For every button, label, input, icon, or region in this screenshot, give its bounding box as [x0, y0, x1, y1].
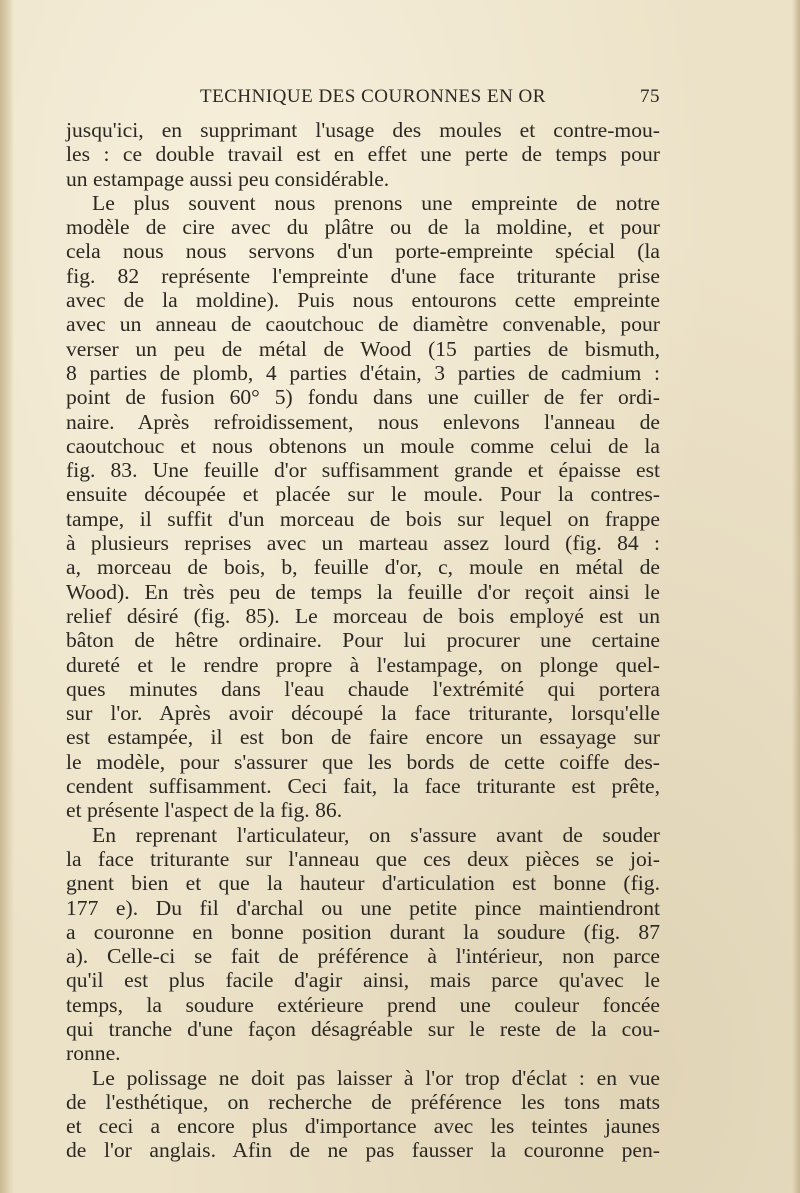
- text-line: fig. 83. Une feuille d'or suffisamment grande et épaisse est: [66, 458, 660, 483]
- text-line: ronne.: [66, 1041, 121, 1066]
- text-line: Wood). En très peu de temps la feuille d'or reçoit ainsi le: [66, 579, 660, 604]
- text-line: fig. 82 représente l'empreinte d'une face triturante prise: [66, 263, 660, 288]
- text-line: relief désiré (fig. 85). Le morceau de bois employé est un: [66, 603, 660, 628]
- text-line: naire. Après refroidissement, nous enlevons l'anneau de: [66, 409, 660, 434]
- text-line: est estampée, il est bon de faire encore un essayage sur: [66, 725, 660, 750]
- text-line: cendent suffisamment. Ceci fait, la face triturante est prête,: [66, 774, 660, 799]
- text-line: un estampage aussi peu considérable.: [66, 166, 390, 191]
- text-line: sur l'or. Après avoir découpé la face triturante, lorsqu'elle: [66, 701, 660, 726]
- text-line: avec un anneau de caoutchouc de diamètre convenable, pour: [66, 312, 660, 337]
- text-line: point de fusion 60° 5) fondu dans une cuiller de fer ordi-: [66, 385, 660, 410]
- text-line: qu'il est plus facile d'agir ainsi, mais parce qu'avec le: [66, 968, 660, 993]
- page-number: 75: [640, 86, 660, 107]
- text-line: de l'esthétique, on recherche de préférence les tons mats: [66, 1089, 660, 1114]
- text-line: à plusieurs reprises avec un marteau assez lourd (fig. 84 :: [66, 531, 660, 556]
- text-line: Le plus souvent nous prenons une empreinte de notre: [92, 190, 660, 215]
- text-line: le modèle, pour s'assurer que les bords de cette coiffe des-: [66, 749, 660, 774]
- running-header: [200, 86, 660, 110]
- text-line: jusqu'ici, en supprimant l'usage des moules et contre-mou-: [66, 118, 660, 142]
- text-line: 177 e). Du fil d'archal ou une petite pince maintiendront: [66, 895, 660, 920]
- text-line: de l'or anglais. Afin de ne pas fausser la couronne pen-: [66, 1138, 660, 1163]
- text-line: avec de la moldine). Puis nous entourons cette empreinte: [66, 288, 660, 313]
- text-line: a couronne en bonne position durant la soudure (fig. 87: [66, 919, 660, 944]
- text-line: a). Celle-ci se fait de préférence à l'intérieur, non parce: [66, 944, 660, 969]
- text-line: qui tranche d'une façon désagréable sur le reste de la cou-: [66, 1016, 660, 1041]
- text-line: et présente l'aspect de la fig. 86.: [66, 798, 343, 823]
- text-line: Le polissage ne doit pas laisser à l'or trop d'éclat : en vue: [92, 1065, 660, 1090]
- body-text: [66, 118, 660, 1163]
- page-binding-edge: [0, 0, 14, 1193]
- text-line: et ceci a encore plus d'importance avec les teintes jaunes: [66, 1114, 660, 1139]
- text-line: les : ce double travail est en effet une perte de temps pour: [66, 142, 660, 167]
- text-line: gnent bien et que la hauteur d'articulation est bonne (fig.: [66, 871, 660, 896]
- text-line: bâton de hêtre ordinaire. Pour lui procurer une certaine: [66, 628, 660, 653]
- text-line: a, morceau de bois, b, feuille d'or, c, moule en métal de: [66, 555, 660, 580]
- text-line: ensuite découpée et placée sur le moule. Pour la contres-: [66, 482, 660, 507]
- text-line: 8 parties de plomb, 4 parties d'étain, 3 parties de cadmium :: [66, 360, 660, 385]
- text-line: cela nous nous servons d'un porte-empreinte spécial (la: [66, 239, 660, 264]
- text-line: dureté et le rendre propre à l'estampage, on plonge quel-: [66, 652, 660, 677]
- text-line: ques minutes dans l'eau chaude l'extrémité qui portera: [66, 676, 660, 701]
- text-line: verser un peu de métal de Wood (15 parties de bismuth,: [66, 336, 660, 361]
- text-line: modèle de cire avec du plâtre ou de la moldine, et pour: [66, 215, 660, 240]
- text-line: la face triturante sur l'anneau que ces deux pièces se joi-: [66, 846, 660, 871]
- text-line: En reprenant l'articulateur, on s'assure avant de souder: [92, 822, 660, 847]
- text-line: temps, la soudure extérieure prend une couleur foncée: [66, 992, 660, 1017]
- text-line: caoutchouc et nous obtenons un moule comme celui de la: [66, 433, 660, 458]
- page-outer-edge: [792, 0, 800, 1193]
- text-line: tampe, il suffit d'un morceau de bois sur lequel on frappe: [66, 506, 660, 531]
- running-title: TECHNIQUE DES COURONNES EN OR: [200, 86, 546, 107]
